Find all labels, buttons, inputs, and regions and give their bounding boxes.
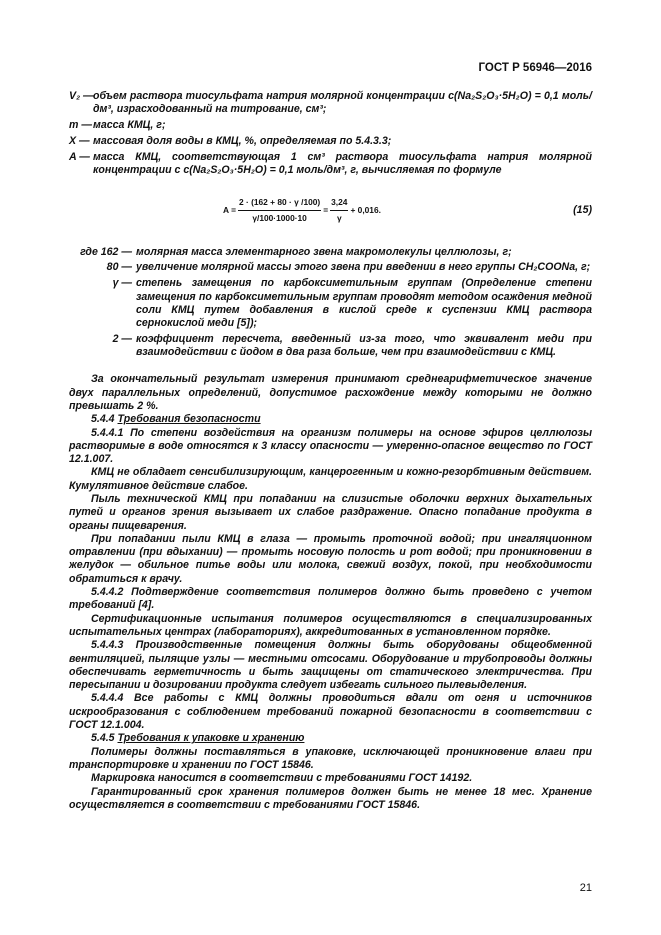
definition-symbol: 80 — <box>106 261 132 274</box>
definition-symbol: V₂ — <box>69 90 94 102</box>
definition-text: массовая доля воды в КМЦ, %, определяемая по 5.4.3.3; <box>93 135 392 148</box>
formula-15 <box>69 196 592 226</box>
page-header: ГОСТ Р 56946—2016 <box>478 62 592 74</box>
formula-numerator: 2 · (162 + 80 · γ /100) <box>238 196 321 211</box>
definition-80 <box>47 261 592 274</box>
paragraph-shelf-life: Гарантированный срок хранения полимеров должен быть не менее 18 мес. Хранение осуществляется в соответствии с требованиями ГОСТ 15846. <box>69 785 592 811</box>
document-body <box>69 90 592 812</box>
formula-numerator-2: 3,24 <box>330 196 348 211</box>
definition-v2 <box>69 90 592 117</box>
section-title: Требования к упаковке и хранению <box>117 732 305 745</box>
formula-lhs: A = <box>223 204 236 215</box>
paragraph-5-4-4-3: 5.4.4.3 Производственные помещения должны быть оборудованы общеобменной вентиляцией, пылящие узлы — местными отсосами. Оборудование и трубопроводы должны обеспечивать герметичность и быть защищены от статического электричества. При пересыпании и дозировании продукта следует избегать сильного пылевыделения. <box>69 639 592 692</box>
definition-symbol: где 162 — <box>80 245 132 258</box>
definition-text: увеличение молярной массы этого звена при введении в него группы CH₂COONa, г; <box>136 261 591 274</box>
definitions-list-2 <box>47 246 592 360</box>
definition-x <box>69 135 592 148</box>
definition-text: молярная масса элементарного звена макромолекулы целлюлозы, г; <box>136 245 512 258</box>
paragraph-certification: Сертификационные испытания полимеров осуществляются в специализированных испытательных центрах (лабораториях), аккредитованных в установленном порядке. <box>69 612 592 638</box>
formula-fraction-1 <box>238 196 321 226</box>
definition-text: масса КМЦ, г; <box>93 119 166 132</box>
paragraph-5-4-4-2: 5.4.4.2 Подтверждение соответствия полимеров должно быть проведено с учетом требований [4]. <box>69 586 592 612</box>
section-number: 5.4.4 <box>91 413 115 426</box>
formula-fraction-2 <box>330 196 348 226</box>
formula-denominator-2: γ <box>336 213 342 224</box>
definition-symbol: A — <box>69 150 90 163</box>
definition-symbol: 2 — <box>112 333 132 346</box>
section-number: 5.4.5 <box>91 732 115 745</box>
definition-a <box>69 151 592 178</box>
definition-2 <box>47 333 592 360</box>
definition-symbol: γ — <box>112 277 132 290</box>
definitions-list <box>69 90 592 178</box>
paragraph-first-aid: При попадании пыли КМЦ в глаза — промыть проточной водой; при ингаляционном отравлении (при вдыхании) — промыть носовую полость и рот водой; при проникновении в желудок — обильное питье воды или молока, свежий воздух, покой, при необходимости обратиться к врачу. <box>69 532 592 585</box>
definition-text: коэффициент пересчета, введенный из-за того, что эквивалент меди при взаимодействии с йодом в два раза больше, чем при взаимодействии с КМЦ. <box>136 333 592 359</box>
definition-text: степень замещения по карбоксиметильным группам (Определение степени замещения по карбоксиметильным группам проводят методом осаждения медной соли КМЦ путем добавления в кислой среде к суспензии КМЦ раствора сернокислой меди [5]); <box>136 277 592 330</box>
paragraph-packaging: Полимеры должны поставляться в упаковке, исключающей проникновение влаги при транспортировке и хранении по ГОСТ 15846. <box>69 745 592 771</box>
formula-equals: = <box>323 204 329 215</box>
paragraph-final-result: За окончательный результат измерения принимают среднеарифметическое значение двух параллельных определений, допустимое расхождение между которыми не должно превышать 2 %. <box>69 373 592 412</box>
formula-number: (15) <box>573 203 592 216</box>
definition-symbol: X — <box>69 135 90 148</box>
definition-m <box>69 119 592 132</box>
definition-text: масса КМЦ, соответствующая 1 см³ раствора тиосульфата натрия молярной концентрации с c(Na₂S₂O₃·5H₂O) = 0,1 моль/дм³, г, вычисляемая по формуле <box>93 150 592 177</box>
definition-gamma <box>47 277 592 330</box>
formula-expression <box>223 196 381 226</box>
paragraph-kmc-effects: КМЦ не обладает сенсибилизирующим, канцерогенным и кожно-резорбтивным действием. Кумулятивное действие слабое. <box>69 466 592 492</box>
paragraph-5-4-4-4: 5.4.4.4 Все работы с КМЦ должны проводиться вдали от огня и источников искрообразования с соблюдением требований пожарной безопасности в соответствии с ГОСТ 12.1.004. <box>69 692 592 732</box>
section-title: Требования безопасности <box>117 413 261 426</box>
formula-denominator: γ/100·1000·10 <box>252 213 307 224</box>
formula-tail: + 0,016. <box>350 204 381 215</box>
definition-text: объем раствора тиосульфата натрия молярной концентрации c(Na₂S₂O₃·5H₂O) = 0,1 моль/дм³, израсходованный на титрование, см³; <box>93 90 592 116</box>
page-number: 21 <box>579 882 592 894</box>
paragraph-marking: Маркировка наносится в соответствии с требованиями ГОСТ 14192. <box>91 772 473 785</box>
definition-162 <box>47 246 592 259</box>
definition-symbol: m — <box>69 119 92 132</box>
spacer <box>69 362 592 373</box>
paragraph-5-4-4-1: 5.4.4.1 По степени воздействия на организм полимеры на основе эфиров целлюлозы растворимые в воде относятся к 3 классу опасности — умеренно-опасное вещество по ГОСТ 12.1.007. <box>69 426 592 466</box>
section-heading-5-4-5 <box>69 732 592 745</box>
paragraph-dust: Пыль технической КМЦ при попадании на слизистые оболочки верхних дыхательных путей и органов зрения вызывает их слабое раздражение. Опасно попадание продукта в органы пищеварения. <box>69 492 592 532</box>
section-heading-5-4-4 <box>69 413 592 426</box>
